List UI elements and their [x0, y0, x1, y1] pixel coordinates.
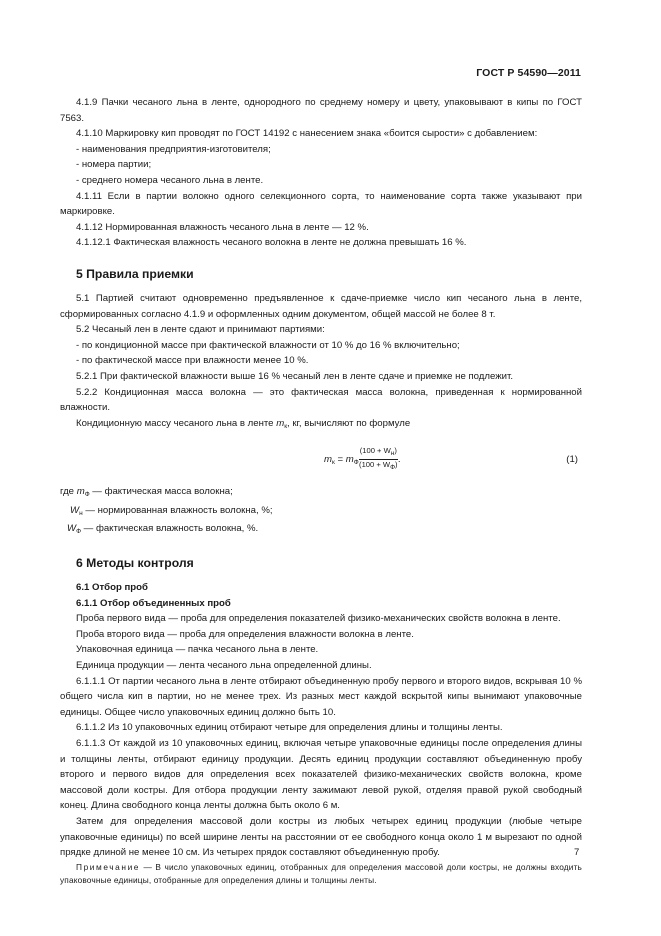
legend-row: $W_н$ — нормированная влажность волокна, %; [70, 504, 273, 517]
formula-number: (1) [566, 454, 578, 466]
clause-5-2-1: 5.2.1 При фактической влажности выше 16 % чесаный лен в ленте сдаче и приемке не подлежит. [76, 370, 513, 382]
marking-item: - среднего номера чесаного льна в ленте. [76, 174, 264, 186]
fraction-denominator: $(100 + W_Ф)$ [359, 460, 398, 472]
definition: Проба первого вида — проба для определения показателей физико-механических свойств волокна в ленте. [76, 613, 561, 625]
note [60, 861, 582, 887]
formula-intro: Кондиционную массу чесаного льна в ленте $m_к$, кг, вычисляют по формуле [76, 417, 411, 430]
clause-4-1-10: 4.1.10 Маркировку кип проводят по ГОСТ 14192 с нанесением знака «боится сырости» с добавлением: [76, 128, 538, 140]
legend-row: $W_Ф$ — фактическая влажность волокна, %. [67, 523, 259, 536]
formula-1 [60, 438, 582, 480]
formula-fraction [359, 446, 398, 473]
definition: Упаковочная единица — пачка чесаного льна в ленте. [76, 644, 319, 656]
formula-expression: $m_к = m_Ф$ $\frac{(100 + W_н)}{(100 + W_Ф)}$ . [324, 446, 401, 472]
clause-4-1-9: 4.1.9 Пачки чесаного льна в ленте, однородного по среднему номеру и цвету, упаковывают в кипы по ГОСТ 7563. [60, 97, 582, 124]
definition: Проба второго вида — проба для определения влажности волокна в ленте. [76, 628, 414, 640]
clause-4-1-11: 4.1.11 Если в партии волокно одного селекционного сорта, то наименование сорта также указывают при маркировке. [60, 190, 582, 218]
clause-6-1-1-2: 6.1.1.2 Из 10 упаковочных единиц отбирают четыре для определения длины и толщины ленты. [76, 722, 503, 734]
standard-header: ГОСТ Р 54590—2011 [476, 67, 581, 79]
note-text: — В число упаковочных единиц, отобранных для определения массовой доли костры, не должны входить упаковочные единицы, отобранные для определения длины и толщины ленты. [60, 861, 582, 885]
section-5-title: 5 Правила приемки [76, 266, 194, 281]
clause-6-1-1-1: 6.1.1.1 От партии чесаного льна в ленте отбирают объединенную пробу первого и второго видов, вскрывая 10 % общего числа кип в партии, но не менее трех. Из разных мест каждой вскрытой кипы вынимают упаковочные единицы. Общее число упаковочных единиц должно быть 10. [60, 675, 582, 718]
clause-5-1: 5.1 Партией считают одновременно предъявленное к сдаче-приемке число кип чесаного льна в ленте, сформированных согласно 4.1.9 и оформленных одним документом, общей массой не более 8 т. [60, 292, 582, 320]
clause-6-1-1-3: 6.1.1.3 От каждой из 10 упаковочных единиц, включая четыре упаковочные единицы после определения длины и толщины ленты, отбирают единицу продукции. Десять единиц продукции составляют объединенную пробу второго и первого видов для определения всех показателей физико-механических свойств волокна, кроме массовой доли костры. Для отбора продукции ленту зажимают левой рукой, отделяя правой рукой свободный конец. Длина свободного конца ленты должна быть около 6 м. [60, 738, 582, 812]
page-number: 7 [574, 847, 580, 858]
acceptance-item: - по фактической массе при влажности менее 10 %. [76, 355, 309, 367]
paragraph-then: Затем для определения массовой доли костры из любых четырех единиц продукции (любые четыре упаковочные единицы) по всей ширине ленты на расстоянии от ее свободного конца около 1 м вырезают по одной прядке длиной не менее 10 см. Из четырех прядок составляют объединенную пробу. [60, 815, 582, 859]
symbol-m: m [276, 417, 285, 429]
legend-row: где $m_Ф$ — фактическая масса волокна; [60, 486, 233, 499]
fraction-numerator: $(100 + W_н)$ [359, 446, 398, 460]
marking-item: - номера партии; [76, 159, 152, 171]
clause-5-2: 5.2 Чесаный лен в ленте сдают и принимают партиями: [76, 324, 325, 336]
document-body [60, 95, 582, 887]
marking-item: - наименования предприятия-изготовителя; [76, 143, 271, 155]
acceptance-item: - по кондиционной массе при фактической влажности от 10 % до 16 % включительно; [76, 339, 460, 351]
clause-4-1-12: 4.1.12 Нормированная влажность чесаного льна в ленте — 12 %. [76, 221, 369, 233]
subsection-6-1-1: 6.1.1 Отбор объединенных проб [76, 597, 231, 609]
note-label: Примечание [76, 861, 141, 872]
definition: Единица продукции — лента чесаного льна определенной длины. [76, 660, 372, 672]
clause-5-2-2: 5.2.2 Кондиционная масса волокна — это фактическая масса волокна, приведенная к нормированной влажности. [60, 386, 582, 414]
clause-4-1-12-1: 4.1.12.1 Фактическая влажность чесаного волокна в ленте не должна превышать 16 %. [76, 237, 467, 249]
formula-legend [60, 484, 582, 540]
section-6-title: 6 Методы контроля [76, 556, 194, 571]
subsection-6-1: 6.1 Отбор проб [76, 582, 148, 594]
